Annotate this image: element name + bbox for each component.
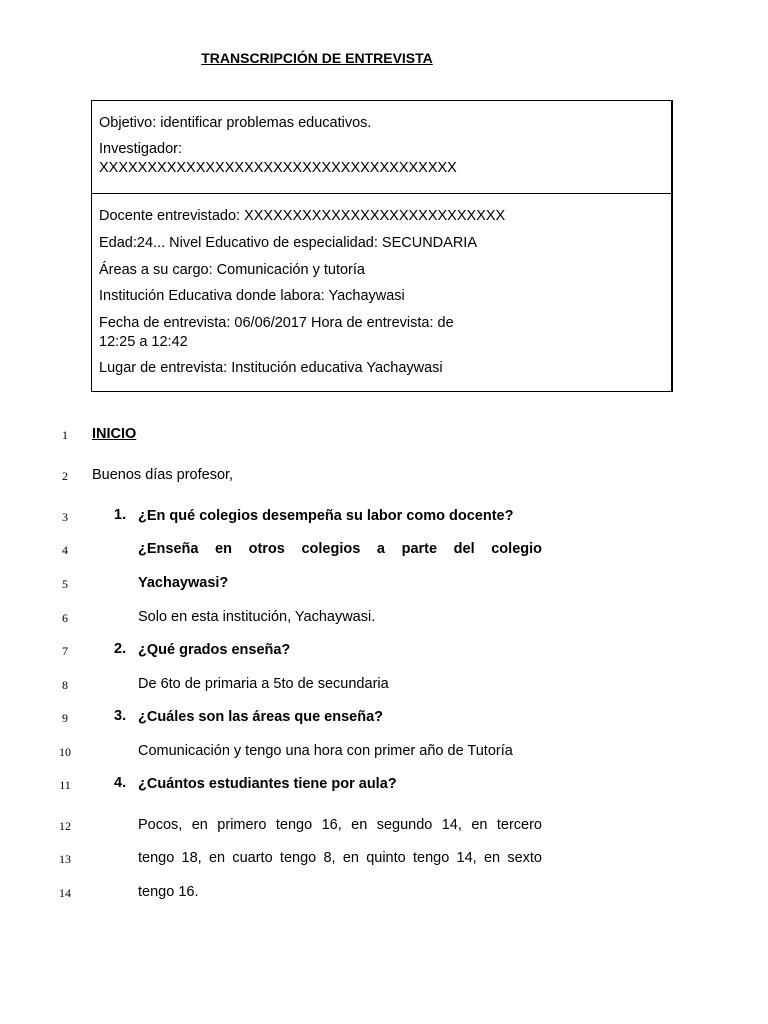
- question-number: 3.: [114, 708, 127, 724]
- line-number: 12: [59, 819, 71, 833]
- line-number: 14: [59, 886, 71, 900]
- answer-text: De 6to de primaria a 5to de secundaria: [138, 676, 389, 692]
- line-number: 9: [62, 711, 68, 725]
- question-text: ¿Cuántos estudiantes tiene por aula?: [138, 776, 397, 792]
- answer-text: tengo 16.: [138, 884, 199, 900]
- question-text: ¿Cuáles son las áreas que enseña?: [138, 709, 383, 725]
- objetivo-text: Objetivo: identificar problemas educativos.: [99, 115, 372, 131]
- question-text: Yachaywasi?: [138, 575, 229, 591]
- line-number: 13: [59, 852, 71, 866]
- greeting-text: Buenos días profesor,: [92, 467, 234, 483]
- fecha-text-line2: 12:25 a 12:42: [99, 334, 188, 350]
- edad-text: Edad:24... Nivel Educativo de especialidad: SECUNDARIA: [99, 235, 477, 251]
- answer-text: tengo 18, en cuarto tengo 8, en quinto tengo 14, en sexto: [138, 850, 542, 866]
- line-number: 11: [59, 778, 71, 792]
- line-number: 1: [62, 428, 68, 442]
- investigador-value: XXXXXXXXXXXXXXXXXXXXXXXXXXXXXXXXXXXXX: [99, 160, 457, 176]
- box-divider: [92, 193, 671, 194]
- institucion-text: Institución Educativa donde labora: Yachaywasi: [99, 288, 405, 304]
- docente-text: Docente entrevistado: XXXXXXXXXXXXXXXXXXXXXXXXXXX: [99, 208, 506, 224]
- question-number: 2.: [114, 641, 127, 657]
- section-heading-inicio: INICIO: [92, 426, 137, 442]
- question-text: ¿En qué colegios desempeña su labor como docente?: [138, 508, 514, 524]
- answer-text: Comunicación y tengo una hora con primer año de Tutoría: [138, 743, 513, 759]
- areas-text: Áreas a su cargo: Comunicación y tutoría: [99, 262, 365, 278]
- line-number: 3: [62, 510, 68, 524]
- lugar-text: Lugar de entrevista: Institución educativa Yachaywasi: [99, 360, 443, 376]
- answer-text: Solo en esta institución, Yachaywasi.: [138, 609, 376, 625]
- line-number: 7: [62, 644, 68, 658]
- line-number: 2: [62, 469, 68, 483]
- answer-text: Pocos, en primero tengo 16, en segundo 14, en tercero: [138, 817, 542, 833]
- question-number: 1.: [114, 507, 127, 523]
- fecha-text-line1: Fecha de entrevista: 06/06/2017 Hora de entrevista: de: [99, 315, 454, 331]
- interview-info-box: [91, 100, 673, 392]
- line-number: 8: [62, 678, 68, 692]
- question-number: 4.: [114, 775, 127, 791]
- investigador-label: Investigador:: [99, 141, 183, 157]
- line-number: 6: [62, 611, 68, 625]
- line-number: 4: [62, 543, 68, 557]
- line-number: 10: [59, 745, 71, 759]
- question-text: ¿Qué grados enseña?: [138, 642, 291, 658]
- line-number: 5: [62, 577, 68, 591]
- question-text: ¿Enseña en otros colegios a parte del colegio: [138, 541, 542, 557]
- document-title: TRANSCRIPCIÓN DE ENTREVISTA: [201, 50, 433, 66]
